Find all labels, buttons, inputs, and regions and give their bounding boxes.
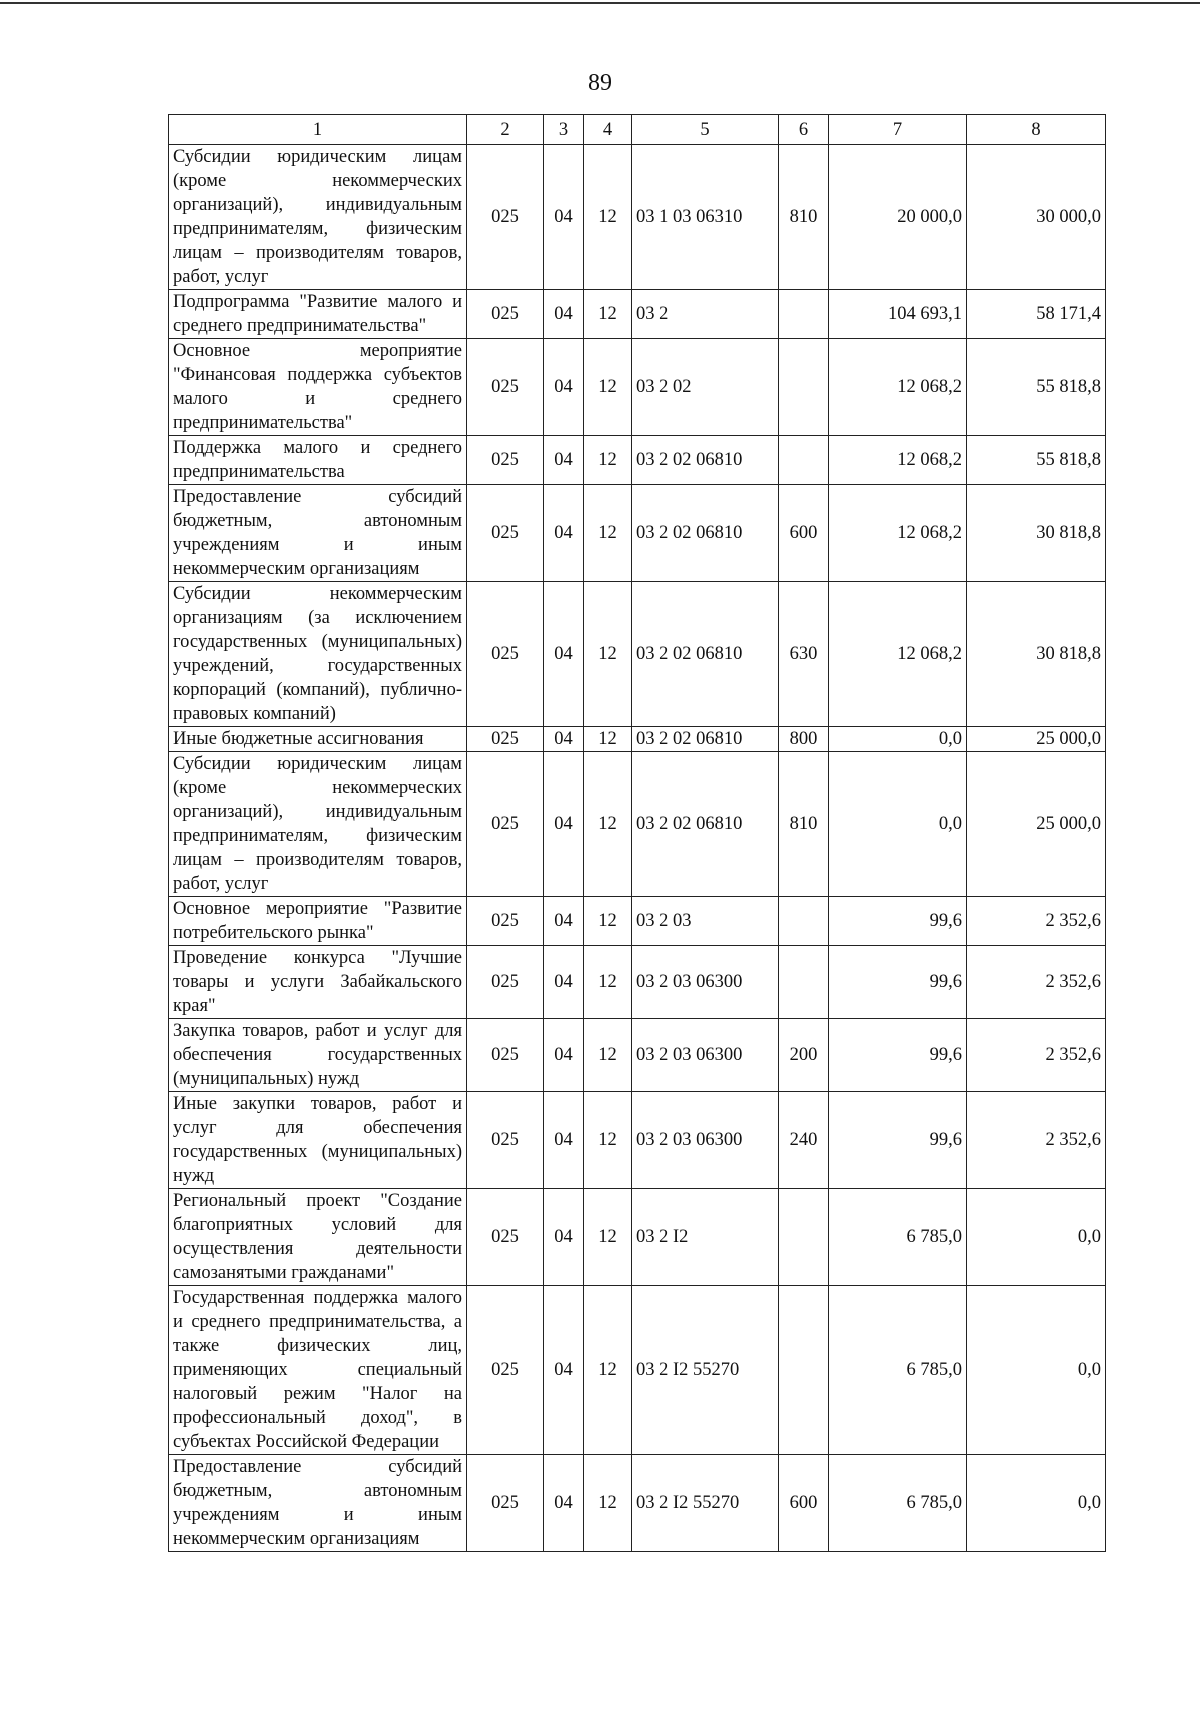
item-name: Региональный проект "Создание благоприятных условий для осуществления деятельности самозанятыми гражданами" — [169, 1189, 467, 1286]
header-col-1: 1 — [169, 115, 467, 145]
subsection-code: 12 — [584, 1189, 632, 1286]
section-code: 04 — [544, 1189, 584, 1286]
item-name: Субсидии юридическим лицам (кроме некоммерческих организаций), индивидуальным предпринимателям, физическим лицам – производителям товаров, работ, услуг — [169, 145, 467, 290]
header-col-4: 4 — [584, 115, 632, 145]
target-article-code: 03 1 03 06310 — [632, 145, 779, 290]
expense-type-code: 240 — [779, 1092, 829, 1189]
amount-col-8: 30 818,8 — [967, 582, 1106, 727]
section-code: 04 — [544, 436, 584, 485]
table-row — [169, 145, 1106, 290]
subsection-code: 12 — [584, 1019, 632, 1092]
item-name: Государственная поддержка малого и среднего предпринимательства, а также физических лиц, применяющих специальный налоговый режим "Налог на профессиональный доход", в субъектах Российской Федерации — [169, 1286, 467, 1455]
item-name: Проведение конкурса "Лучшие товары и услуги Забайкальского края" — [169, 946, 467, 1019]
section-code: 04 — [544, 485, 584, 582]
amount-col-8: 25 000,0 — [967, 752, 1106, 897]
item-name: Подпрограмма "Развитие малого и среднего предпринимательства" — [169, 290, 467, 339]
admin-code: 025 — [467, 727, 544, 752]
admin-code: 025 — [467, 1286, 544, 1455]
amount-col-7: 12 068,2 — [829, 582, 967, 727]
amount-col-7: 104 693,1 — [829, 290, 967, 339]
admin-code: 025 — [467, 436, 544, 485]
item-name: Основное мероприятие "Финансовая поддержка субъектов малого и среднего предпринимательства" — [169, 339, 467, 436]
table-row — [169, 485, 1106, 582]
amount-col-8: 0,0 — [967, 1189, 1106, 1286]
amount-col-7: 0,0 — [829, 752, 967, 897]
amount-col-7: 12 068,2 — [829, 485, 967, 582]
amount-col-8: 55 818,8 — [967, 436, 1106, 485]
subsection-code: 12 — [584, 1286, 632, 1455]
section-code: 04 — [544, 1092, 584, 1189]
amount-col-7: 20 000,0 — [829, 145, 967, 290]
subsection-code: 12 — [584, 145, 632, 290]
header-col-2: 2 — [467, 115, 544, 145]
table-row — [169, 727, 1106, 752]
admin-code: 025 — [467, 1019, 544, 1092]
section-code: 04 — [544, 1019, 584, 1092]
subsection-code: 12 — [584, 582, 632, 727]
target-article-code: 03 2 02 — [632, 339, 779, 436]
table-row — [169, 1019, 1106, 1092]
target-article-code: 03 2 03 06300 — [632, 1019, 779, 1092]
amount-col-8: 2 352,6 — [967, 946, 1106, 1019]
amount-col-8: 55 818,8 — [967, 339, 1106, 436]
expense-type-code — [779, 1286, 829, 1455]
item-name: Предоставление субсидий бюджетным, автономным учреждениям и иным некоммерческим организациям — [169, 485, 467, 582]
amount-col-7: 6 785,0 — [829, 1455, 967, 1552]
header-col-6: 6 — [779, 115, 829, 145]
amount-col-8: 30 818,8 — [967, 485, 1106, 582]
subsection-code: 12 — [584, 897, 632, 946]
subsection-code: 12 — [584, 436, 632, 485]
amount-col-8: 0,0 — [967, 1286, 1106, 1455]
section-code: 04 — [544, 897, 584, 946]
section-code: 04 — [544, 339, 584, 436]
expense-type-code: 810 — [779, 752, 829, 897]
item-name: Иные бюджетные ассигнования — [169, 727, 467, 752]
expense-type-code: 800 — [779, 727, 829, 752]
target-article-code: 03 2 02 06810 — [632, 436, 779, 485]
section-code: 04 — [544, 145, 584, 290]
section-code: 04 — [544, 752, 584, 897]
table-row — [169, 339, 1106, 436]
admin-code: 025 — [467, 1189, 544, 1286]
table-row — [169, 1092, 1106, 1189]
target-article-code: 03 2 — [632, 290, 779, 339]
target-article-code: 03 2 02 06810 — [632, 582, 779, 727]
admin-code: 025 — [467, 752, 544, 897]
expense-type-code — [779, 897, 829, 946]
expense-type-code — [779, 1189, 829, 1286]
target-article-code: 03 2 03 06300 — [632, 1092, 779, 1189]
section-code: 04 — [544, 727, 584, 752]
target-article-code: 03 2 I2 55270 — [632, 1455, 779, 1552]
item-name: Основное мероприятие "Развитие потребительского рынка" — [169, 897, 467, 946]
table-row — [169, 1286, 1106, 1455]
amount-col-7: 99,6 — [829, 897, 967, 946]
page-number: 89 — [588, 70, 612, 96]
amount-col-7: 99,6 — [829, 1092, 967, 1189]
table-row — [169, 582, 1106, 727]
header-col-5: 5 — [632, 115, 779, 145]
subsection-code: 12 — [584, 290, 632, 339]
item-name: Субсидии юридическим лицам (кроме некоммерческих организаций), индивидуальным предпринимателям, физическим лицам – производителям товаров, работ, услуг — [169, 752, 467, 897]
subsection-code: 12 — [584, 1455, 632, 1552]
admin-code: 025 — [467, 897, 544, 946]
expense-type-code: 600 — [779, 1455, 829, 1552]
expense-type-code: 600 — [779, 485, 829, 582]
table-row — [169, 436, 1106, 485]
table-row — [169, 1189, 1106, 1286]
amount-col-8: 2 352,6 — [967, 1019, 1106, 1092]
amount-col-8: 58 171,4 — [967, 290, 1106, 339]
admin-code: 025 — [467, 485, 544, 582]
header-col-8: 8 — [967, 115, 1106, 145]
amount-col-7: 6 785,0 — [829, 1189, 967, 1286]
expense-type-code — [779, 436, 829, 485]
expense-type-code: 200 — [779, 1019, 829, 1092]
section-code: 04 — [544, 1286, 584, 1455]
table-row — [169, 752, 1106, 897]
expense-type-code: 630 — [779, 582, 829, 727]
admin-code: 025 — [467, 339, 544, 436]
item-name: Субсидии некоммерческим организациям (за исключением государственных (муниципальных) учреждений, государственных корпораций (компаний), публично-правовых компаний) — [169, 582, 467, 727]
target-article-code: 03 2 I2 55270 — [632, 1286, 779, 1455]
target-article-code: 03 2 03 — [632, 897, 779, 946]
amount-col-8: 0,0 — [967, 1455, 1106, 1552]
amount-col-7: 0,0 — [829, 727, 967, 752]
amount-col-8: 2 352,6 — [967, 897, 1106, 946]
section-code: 04 — [544, 1455, 584, 1552]
target-article-code: 03 2 03 06300 — [632, 946, 779, 1019]
amount-col-7: 12 068,2 — [829, 436, 967, 485]
item-name: Поддержка малого и среднего предпринимательства — [169, 436, 467, 485]
budget-table — [168, 114, 1106, 1552]
amount-col-7: 99,6 — [829, 1019, 967, 1092]
section-code: 04 — [544, 582, 584, 727]
item-name: Иные закупки товаров, работ и услуг для обеспечения государственных (муниципальных) нужд — [169, 1092, 467, 1189]
target-article-code: 03 2 I2 — [632, 1189, 779, 1286]
amount-col-7: 12 068,2 — [829, 339, 967, 436]
admin-code: 025 — [467, 582, 544, 727]
admin-code: 025 — [467, 946, 544, 1019]
subsection-code: 12 — [584, 727, 632, 752]
subsection-code: 12 — [584, 339, 632, 436]
top-border-line — [0, 2, 1200, 4]
header-col-3: 3 — [544, 115, 584, 145]
expense-type-code — [779, 946, 829, 1019]
amount-col-7: 6 785,0 — [829, 1286, 967, 1455]
item-name: Предоставление субсидий бюджетным, автономным учреждениям и иным некоммерческим организациям — [169, 1455, 467, 1552]
table-body — [169, 145, 1106, 1552]
amount-col-7: 99,6 — [829, 946, 967, 1019]
expense-type-code — [779, 339, 829, 436]
subsection-code: 12 — [584, 485, 632, 582]
table-row — [169, 1455, 1106, 1552]
amount-col-8: 2 352,6 — [967, 1092, 1106, 1189]
subsection-code: 12 — [584, 752, 632, 897]
item-name: Закупка товаров, работ и услуг для обеспечения государственных (муниципальных) нужд — [169, 1019, 467, 1092]
section-code: 04 — [544, 946, 584, 1019]
table-row — [169, 897, 1106, 946]
subsection-code: 12 — [584, 946, 632, 1019]
target-article-code: 03 2 02 06810 — [632, 727, 779, 752]
expense-type-code: 810 — [779, 145, 829, 290]
admin-code: 025 — [467, 290, 544, 339]
admin-code: 025 — [467, 1455, 544, 1552]
admin-code: 025 — [467, 1092, 544, 1189]
table-row — [169, 290, 1106, 339]
section-code: 04 — [544, 290, 584, 339]
header-col-7: 7 — [829, 115, 967, 145]
amount-col-8: 30 000,0 — [967, 145, 1106, 290]
target-article-code: 03 2 02 06810 — [632, 752, 779, 897]
admin-code: 025 — [467, 145, 544, 290]
target-article-code: 03 2 02 06810 — [632, 485, 779, 582]
expense-type-code — [779, 290, 829, 339]
amount-col-8: 25 000,0 — [967, 727, 1106, 752]
header-row — [169, 115, 1106, 145]
subsection-code: 12 — [584, 1092, 632, 1189]
table-row — [169, 946, 1106, 1019]
